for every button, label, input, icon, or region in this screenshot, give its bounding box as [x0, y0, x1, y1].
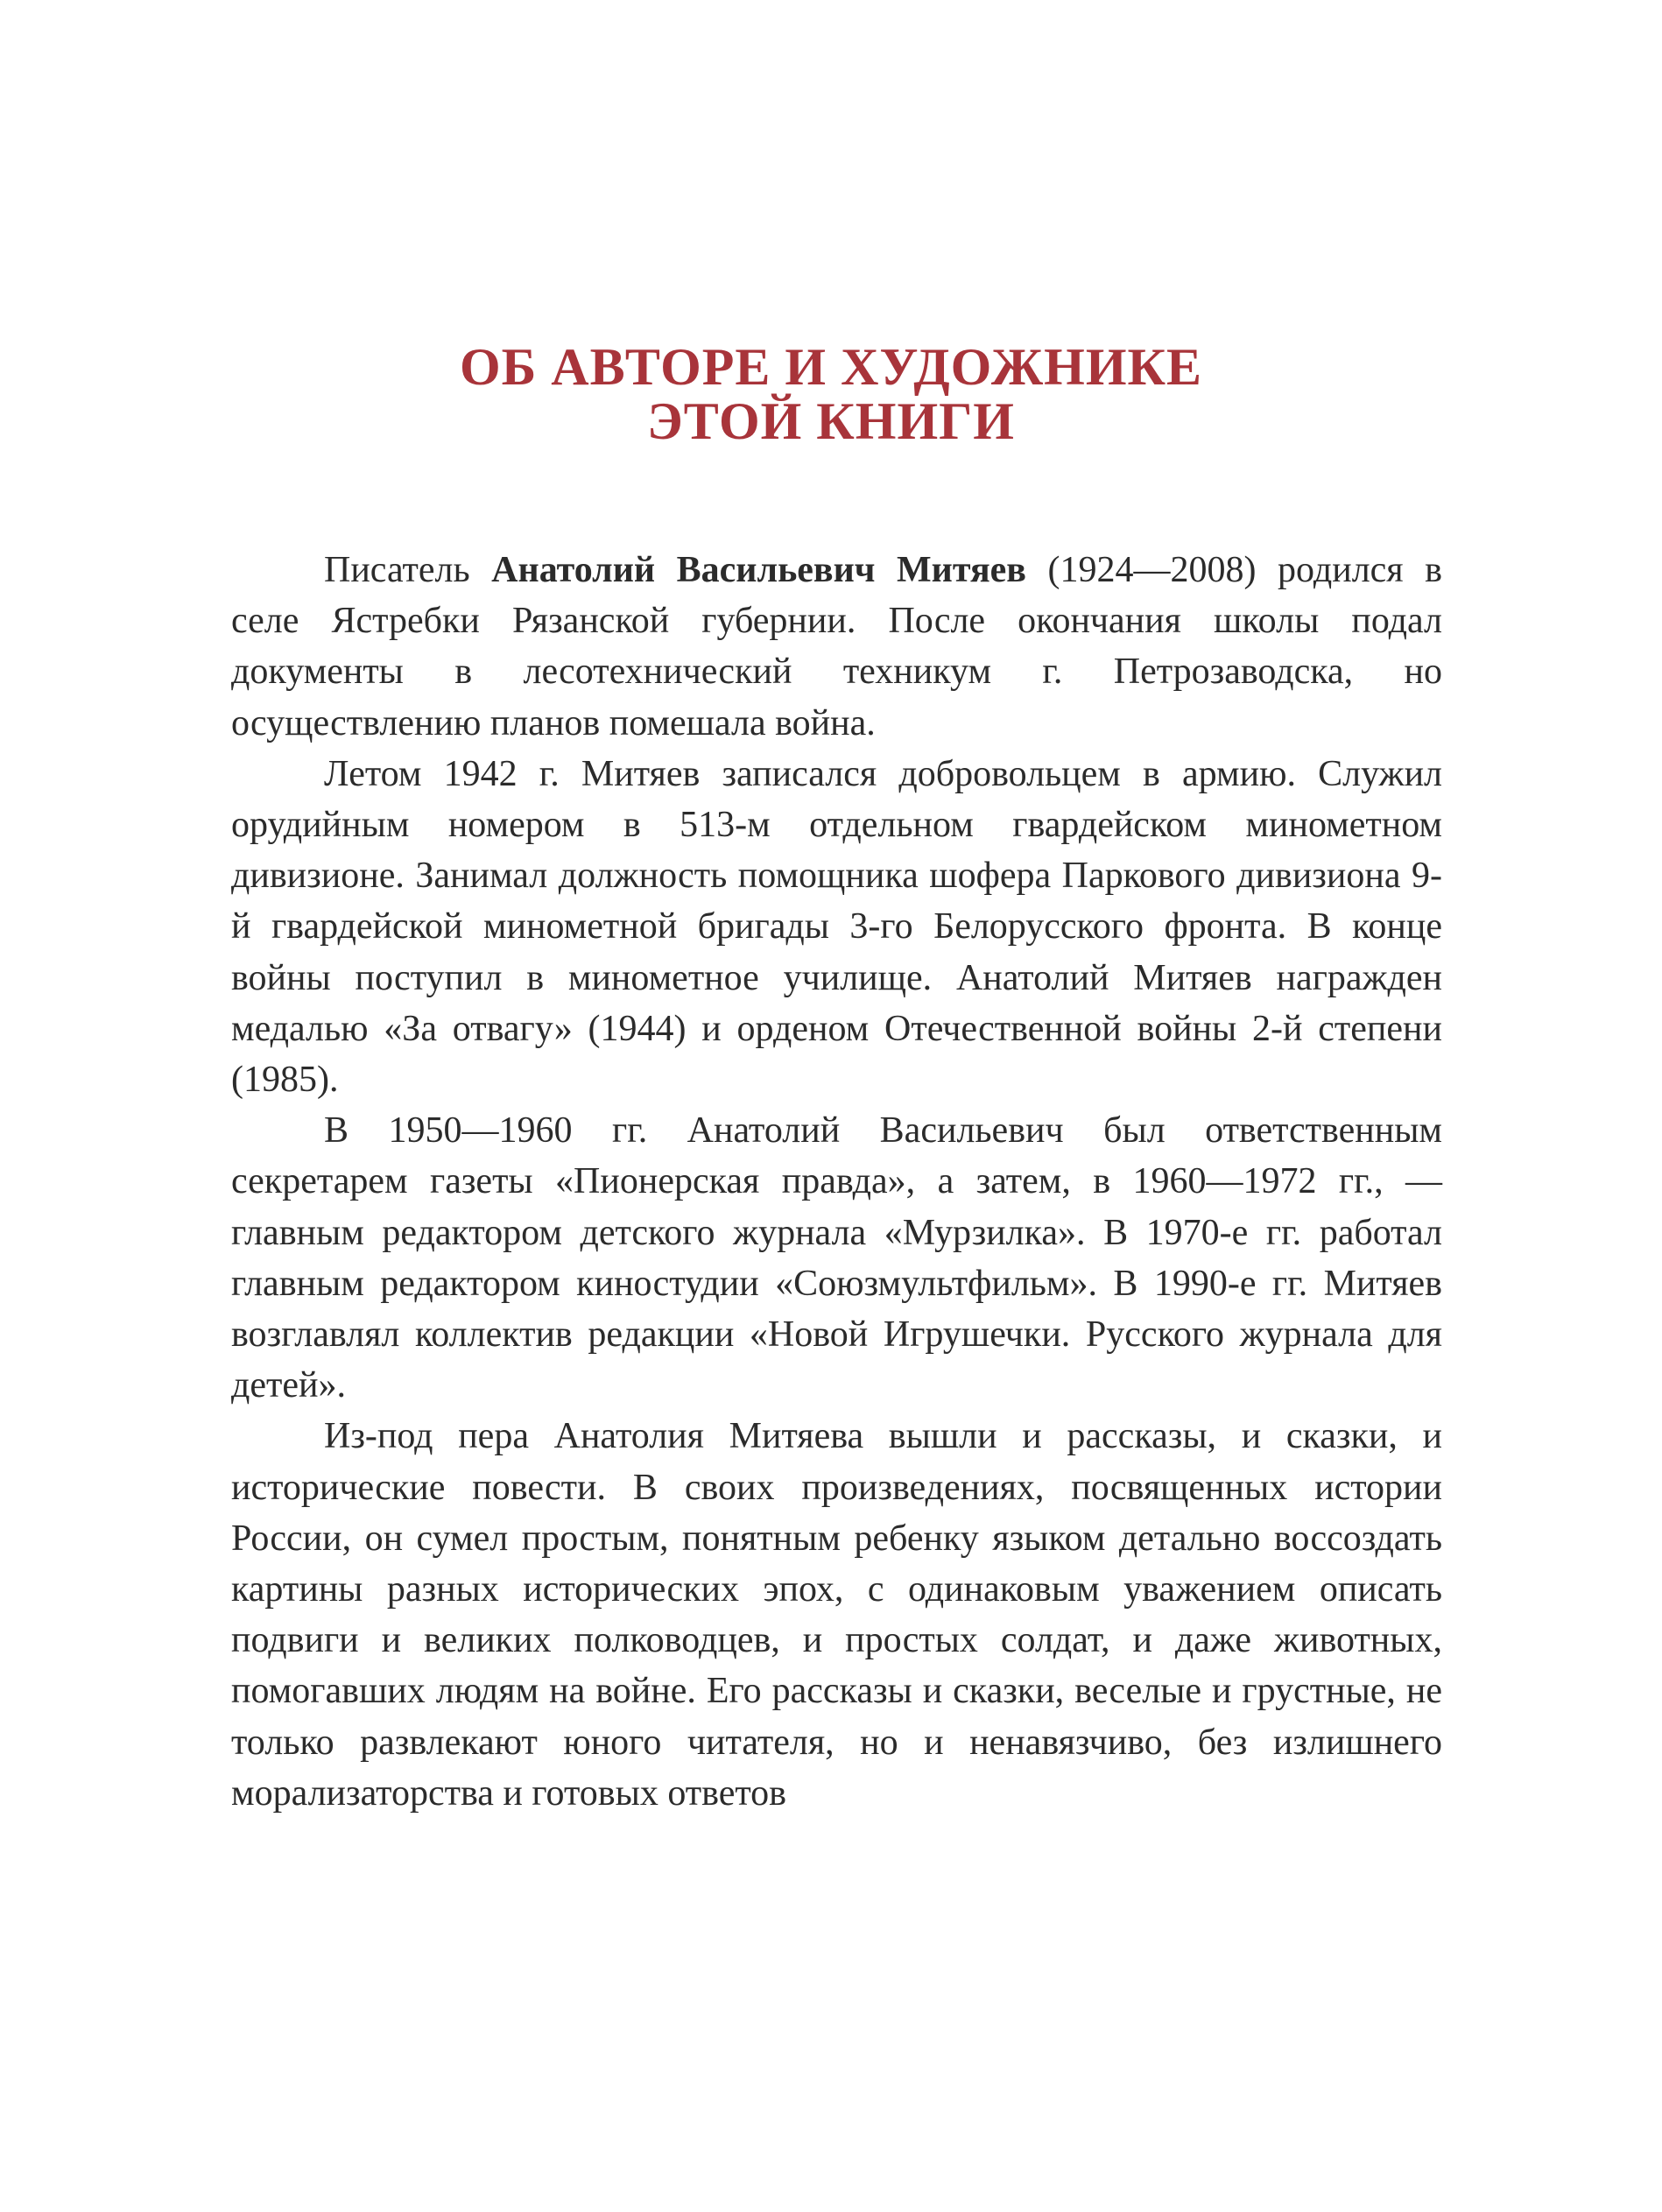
paragraph-1-lead: Писатель: [324, 550, 492, 590]
paragraph-3: В 1950—1960 гг. Анатолий Васильевич был ответственным секретарем газеты «Пионерская правда», а затем, в 1960—1972 гг., — главным редактором детского журнала «Мурзилка». В 1970-е гг. работал главным редактором киностудии «Союзмультфильм». В 1990-е гг. Митяев возглавлял коллектив редакции «Новой Игрушечки. Русского журнала для детей».: [231, 1110, 1442, 1406]
body-text: [231, 545, 1442, 1819]
paragraph-1-rest: (1924—2008) родился в селе Ястребки Рязанской губернии. После окончания школы подал документы в лесотехнический техникум г. Петрозаводска, но осуществлению планов помешала война.: [231, 550, 1442, 743]
paragraph-4: Из-под пера Анатолия Митяева вышли и рассказы, и сказки, и исторические повести. В своих произведениях, посвященных истории России, он сумел простым, понятным ребенку языком детально воссоздать картины разных исторических эпох, с одинаковым уважением описать подвиги и великих полководцев, и простых солдат, и даже животных, помогавших людям на войне. Его рассказы и сказки, веселые и грустные, не только развлекают юного читателя, но и ненавязчиво, без излишнего морализаторства и готовых ответов: [231, 1416, 1442, 1814]
author-name: Анатолий Васильевич Митяев: [491, 550, 1026, 590]
paragraph-1: [231, 545, 1442, 749]
page-title-line-1: ОБ АВТОРЕ И ХУДОЖНИКЕ: [459, 338, 1203, 396]
page-title-line-2: ЭТОЙ КНИГИ: [647, 392, 1015, 450]
paragraph-2: Летом 1942 г. Митяев записался добровольцем в армию. Служил орудийным номером в 513-м отдельном гвардейском минометном дивизионе. Занимал должность помощника шофера Паркового дивизиона 9-й гвардейской минометной бригады 3-го Белорусского фронта. В конце войны поступил в минометное училище. Анатолий Митяев награжден медалью «За отвагу» (1944) и орденом Отечественной войны 2-й степени (1985).: [231, 753, 1442, 1101]
